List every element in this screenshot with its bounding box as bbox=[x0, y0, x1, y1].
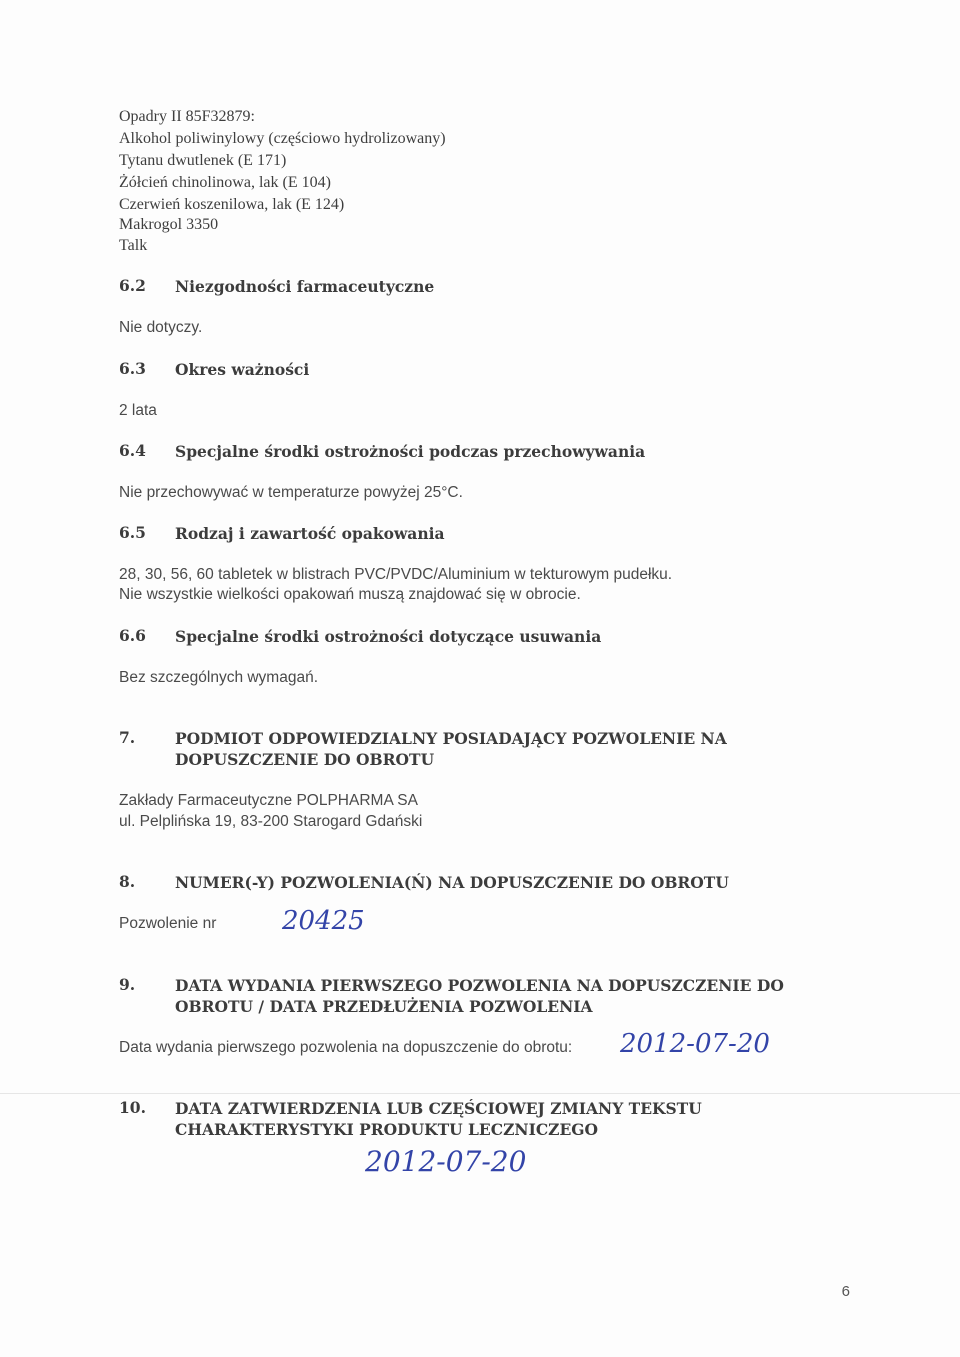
section-number: 6.6 bbox=[119, 626, 146, 645]
section-heading: PODMIOT ODPOWIEDZIALNY POSIADAJĄCY POZWOLENIE NA bbox=[175, 729, 727, 748]
composition-item: Tytanu dwutlenek (E 171) bbox=[119, 152, 287, 169]
section-number: 10. bbox=[119, 1098, 146, 1117]
section-heading: CHARAKTERYSTYKI PRODUKTU LECZNICZEGO bbox=[175, 1120, 599, 1139]
section-heading: DATA ZATWIERDZENIA LUB CZĘŚCIOWEJ ZMIANY TEKSTU bbox=[175, 1099, 702, 1118]
section-heading: DOPUSZCZENIE DO OBROTU bbox=[175, 750, 435, 769]
company-name: Zakłady Farmaceutyczne POLPHARMA SA bbox=[119, 792, 418, 809]
section-heading: OBROTU / DATA PRZEDŁUŻENIA POZWOLENIA bbox=[175, 997, 593, 1016]
section-number: 6.3 bbox=[119, 359, 146, 378]
composition-title: Opadry II 85F32879: bbox=[119, 108, 255, 125]
section-heading: NUMER(-Y) POZWOLENIA(Ń) NA DOPUSZCZENIE DO OBROTU bbox=[175, 873, 729, 892]
company-address: ul. Pelplińska 19, 83-200 Starogard Gdański bbox=[119, 813, 423, 830]
authorization-label: Pozwolenie nr bbox=[119, 915, 217, 932]
section-text: Nie przechowywać w temperaturze powyżej 25°C. bbox=[119, 484, 463, 501]
section-number: 6.4 bbox=[119, 441, 146, 460]
scan-artifact-line bbox=[0, 1093, 960, 1094]
handwritten-date: 2012-07-20 bbox=[365, 1145, 527, 1178]
composition-item: Alkohol poliwinylowy (częściowo hydrolizowany) bbox=[119, 130, 446, 147]
section-heading: Niezgodności farmaceutyczne bbox=[175, 277, 435, 296]
section-text: 2 lata bbox=[119, 402, 157, 419]
section-number: 6.5 bbox=[119, 523, 146, 542]
section-number: 8. bbox=[119, 872, 136, 891]
section-number: 6.2 bbox=[119, 276, 146, 295]
composition-item: Żółcień chinolinowa, lak (E 104) bbox=[119, 174, 331, 191]
section-number: 7. bbox=[119, 728, 136, 747]
page-number: 6 bbox=[841, 1283, 850, 1300]
section-text: Bez szczególnych wymagań. bbox=[119, 669, 319, 686]
section-heading: Rodzaj i zawartość opakowania bbox=[175, 524, 445, 543]
section-heading: Okres ważności bbox=[175, 360, 310, 379]
section-text: Nie wszystkie wielkości opakowań muszą znajdować się w obrocie. bbox=[119, 586, 581, 603]
section-text: Nie dotyczy. bbox=[119, 319, 203, 336]
handwritten-authorization-number: 20425 bbox=[282, 906, 365, 936]
section-heading: Specjalne środki ostrożności podczas przechowywania bbox=[175, 442, 646, 461]
first-authorization-label: Data wydania pierwszego pozwolenia na dopuszczenie do obrotu: bbox=[119, 1039, 573, 1056]
composition-item: Czerwień koszenilowa, lak (E 124) bbox=[119, 196, 345, 213]
section-heading: DATA WYDANIA PIERWSZEGO POZWOLENIA NA DOPUSZCZENIE DO bbox=[175, 976, 784, 995]
section-heading: Specjalne środki ostrożności dotyczące usuwania bbox=[175, 627, 602, 646]
composition-item: Talk bbox=[119, 237, 148, 254]
section-number: 9. bbox=[119, 975, 136, 994]
composition-item: Makrogol 3350 bbox=[119, 216, 219, 233]
section-text: 28, 30, 56, 60 tabletek w blistrach PVC/PVDC/Aluminium w tekturowym pudełku. bbox=[119, 566, 673, 583]
handwritten-date: 2012-07-20 bbox=[620, 1029, 770, 1059]
